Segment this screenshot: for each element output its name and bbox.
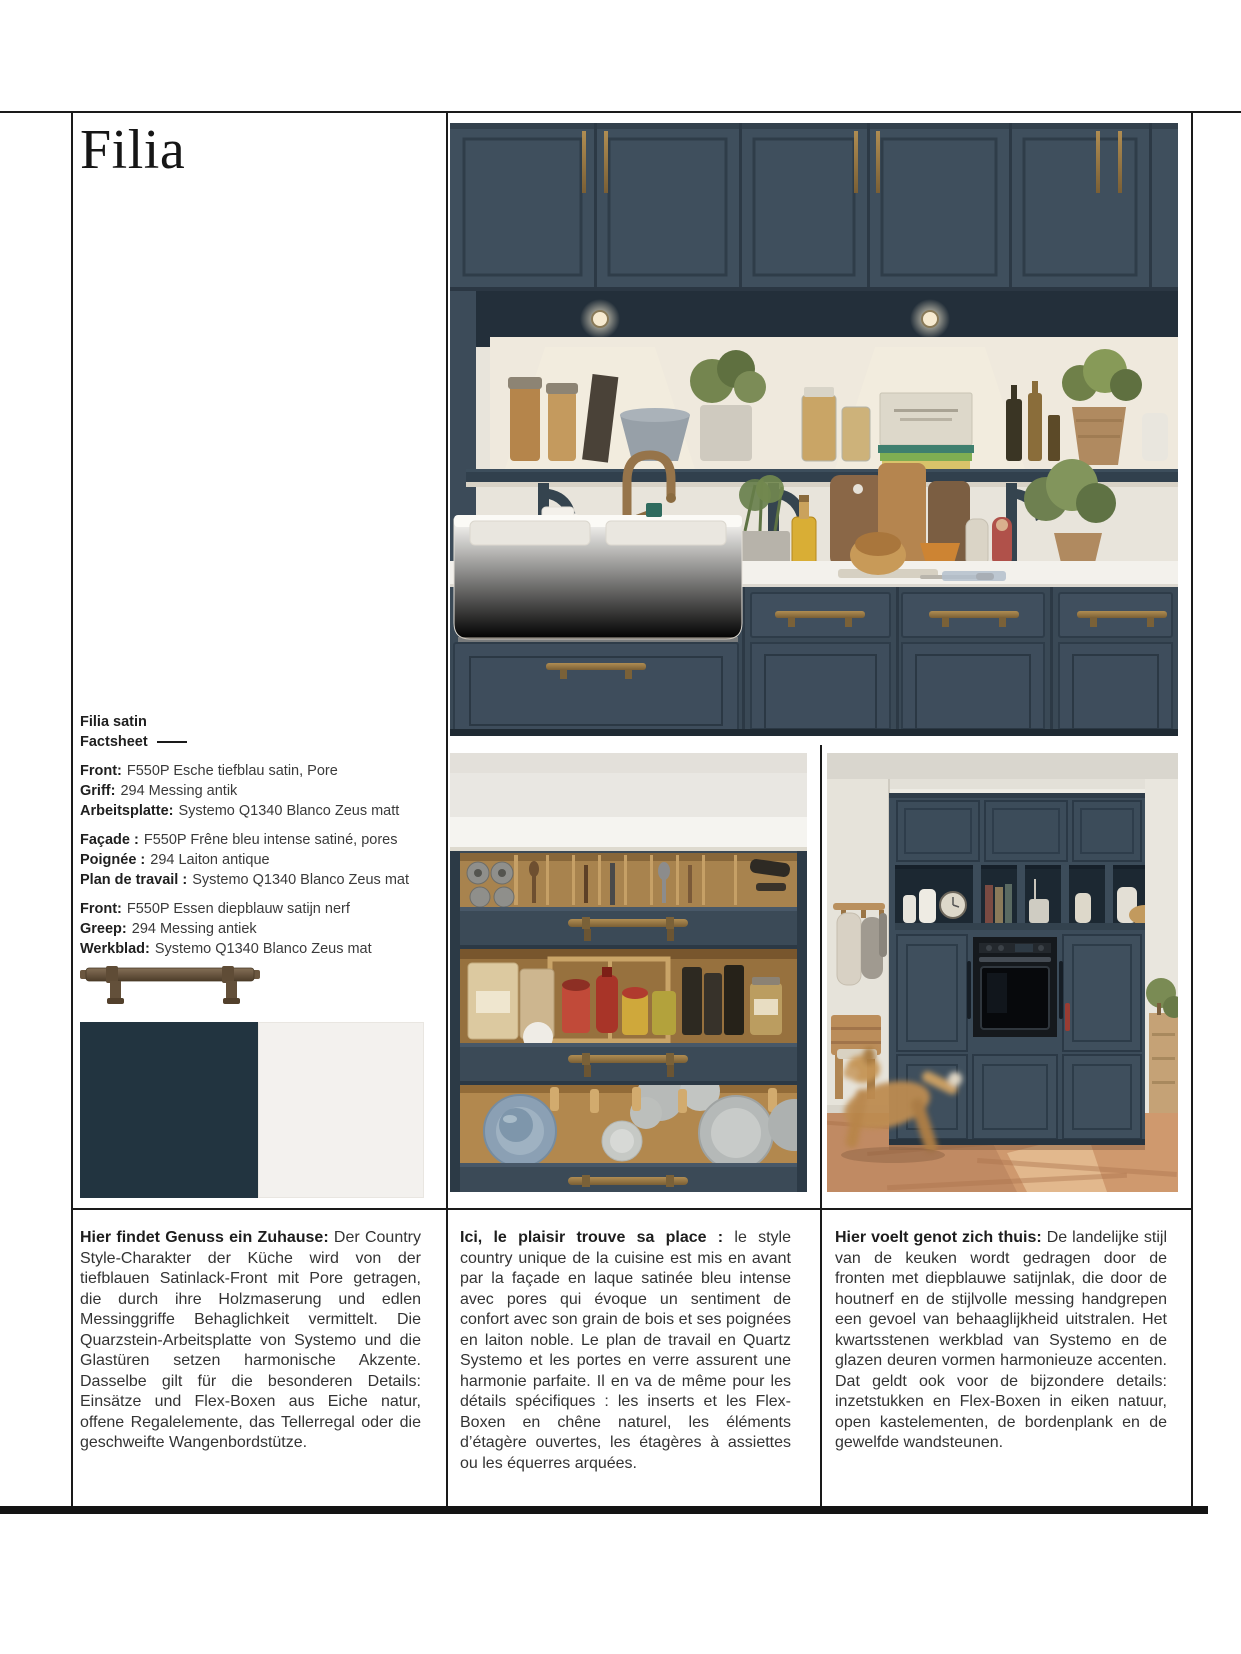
paragraph-lead: Hier voelt genot zich thuis: — [835, 1229, 1042, 1246]
paragraph-french — [460, 1228, 791, 1474]
paragraph-body: Der Country Style-Charakter der Küche wird von der tiefblauen Satinlack-Front mit Pore getragen, die durch ihre Holzmaserung und edlen Messinggriffe Behaglichkeit vermittelt. Die Quarzstein-Arbeitsplatte von Systemo und die Glastüren setzen harmonische Akzente. Dasselbe gilt für die besonderen Details: Einsätze und Flex-Boxen aus Eiche natur, offene Regalelemente, das Tellerregal oder die geschweifte Wangenbordstütze. — [80, 1229, 421, 1451]
drawer-front-1 — [460, 907, 797, 949]
spec-line — [80, 761, 442, 781]
kitchen-photo-main — [450, 123, 1178, 736]
plate-drawer — [460, 1071, 807, 1170]
spec-value: F550P Essen diepblauw satijn nerf — [126, 901, 350, 917]
spec-label: Façade : — [80, 832, 139, 848]
countertop — [450, 817, 807, 851]
dog-shadow — [841, 1147, 945, 1163]
open-niche — [895, 865, 1161, 930]
factsheet — [80, 712, 442, 959]
spec-value: 294 Messing antik — [120, 783, 238, 799]
mid-rule — [71, 1208, 1191, 1210]
kitchen-photo-drawers — [450, 753, 807, 1192]
swatch-worktop-color — [258, 1022, 424, 1198]
left-margin-rule — [71, 111, 73, 1506]
factsheet-heading-row — [80, 732, 442, 752]
kitchen-photo-main-illustration — [450, 123, 1178, 736]
spec-line — [80, 781, 442, 801]
factsheet-heading: Factsheet — [80, 734, 148, 750]
spec-label: Arbeitsplatte: — [80, 803, 174, 819]
paragraph-dutch — [835, 1228, 1167, 1454]
upper-cabinets — [450, 123, 1178, 291]
spec-label: Front: — [80, 901, 122, 917]
spec-label: Front: — [80, 763, 122, 779]
swatch-front-color — [80, 1022, 258, 1198]
factsheet-product: Filia satin — [80, 714, 147, 730]
spec-label: Plan de travail : — [80, 872, 188, 888]
bar-handle — [80, 966, 260, 1004]
right-margin-rule — [1191, 111, 1193, 1506]
spec-line — [80, 830, 442, 850]
paragraph-body: De landelijke stijl van de keuken wordt gedragen door de fronten met diepblauwe satijnlak, die door de houtnerf en de stijlvolle messing handgrepen een gevoel van behaaglijkheid uitstralen. Het kwartsstenen werkblad van Systemo en de glazen deuren vormen harmonieuze accenten. Dat geldt ook voor de bijzondere details: inzetstukken en Flex-Boxen in eiken natuur, open kastelementen, de bordenplank en de gewelfde wandsteunen. — [835, 1229, 1167, 1451]
side-dresser — [1145, 779, 1178, 1113]
page-title: Filia — [80, 119, 186, 181]
drawer-front-2 — [460, 1043, 797, 1085]
top-rule — [0, 111, 1241, 113]
kitchen-photo-tall-cabinet — [827, 753, 1178, 1192]
spec-label: Werkblad: — [80, 941, 150, 957]
spec-group-nl — [80, 899, 442, 959]
spec-line — [80, 870, 442, 890]
farmhouse-sink — [454, 503, 742, 642]
spec-value: Systemo Q1340 Blanco Zeus mat — [192, 872, 409, 888]
spec-value: F550P Esche tiefblau satin, Pore — [126, 763, 338, 779]
column-divider-1 — [446, 111, 448, 1506]
paragraph-german — [80, 1228, 421, 1454]
drawers-illustration — [450, 753, 807, 1192]
spec-group-fr — [80, 830, 442, 890]
spec-value: Systemo Q1340 Blanco Zeus mat — [154, 941, 372, 957]
paragraph-body: le style country unique de la cuisine est mis en avant par la façade en laque satinée bleu intense avec pores qui évoque un sentiment de confort avec son grain de bois et ses poignées en laiton noble. Le plan de travail en Quartz Systemo et les portes en verre assurent une harmonie parfaite. Il en va de même pour les détails spécifiques : les inserts et les Flex-Boxen en chêne naturel, les éléments d’étagère ouvertes, les étagères à assiettes ou les équerres arquées. — [460, 1229, 791, 1472]
spec-line — [80, 939, 442, 959]
spec-line — [80, 899, 442, 919]
spec-group-de — [80, 761, 442, 821]
spec-label: Poignée : — [80, 852, 146, 868]
spec-value: 294 Laiton antique — [150, 852, 270, 868]
spec-label: Griff: — [80, 783, 116, 799]
built-in-oven — [973, 937, 1057, 1037]
spec-value: F550P Frêne bleu intense satiné, pores — [143, 832, 398, 848]
spec-value: Systemo Q1340 Blanco Zeus matt — [178, 803, 400, 819]
spec-line — [80, 850, 442, 870]
oven-row — [897, 935, 1141, 1051]
spec-value: 294 Messing antiek — [131, 921, 257, 937]
tall-cabinet-illustration — [827, 753, 1178, 1192]
spec-line — [80, 919, 442, 939]
paragraph-lead: Hier findet Genuss ein Zuhause: — [80, 1229, 329, 1246]
pantry-drawer — [460, 949, 797, 1052]
paragraph-lead: Ici, le plaisir trouve sa place : — [460, 1229, 724, 1246]
handle-product-image — [80, 960, 260, 1006]
column-divider-2 — [820, 745, 822, 1506]
handle-illustration — [80, 960, 260, 1006]
spec-line — [80, 801, 442, 821]
cutlery-drawer — [460, 853, 797, 907]
drawer-front-3 — [460, 1163, 797, 1192]
factsheet-dash — [157, 741, 187, 743]
spec-label: Greep: — [80, 921, 127, 937]
bottom-black-bar — [0, 1506, 1208, 1514]
